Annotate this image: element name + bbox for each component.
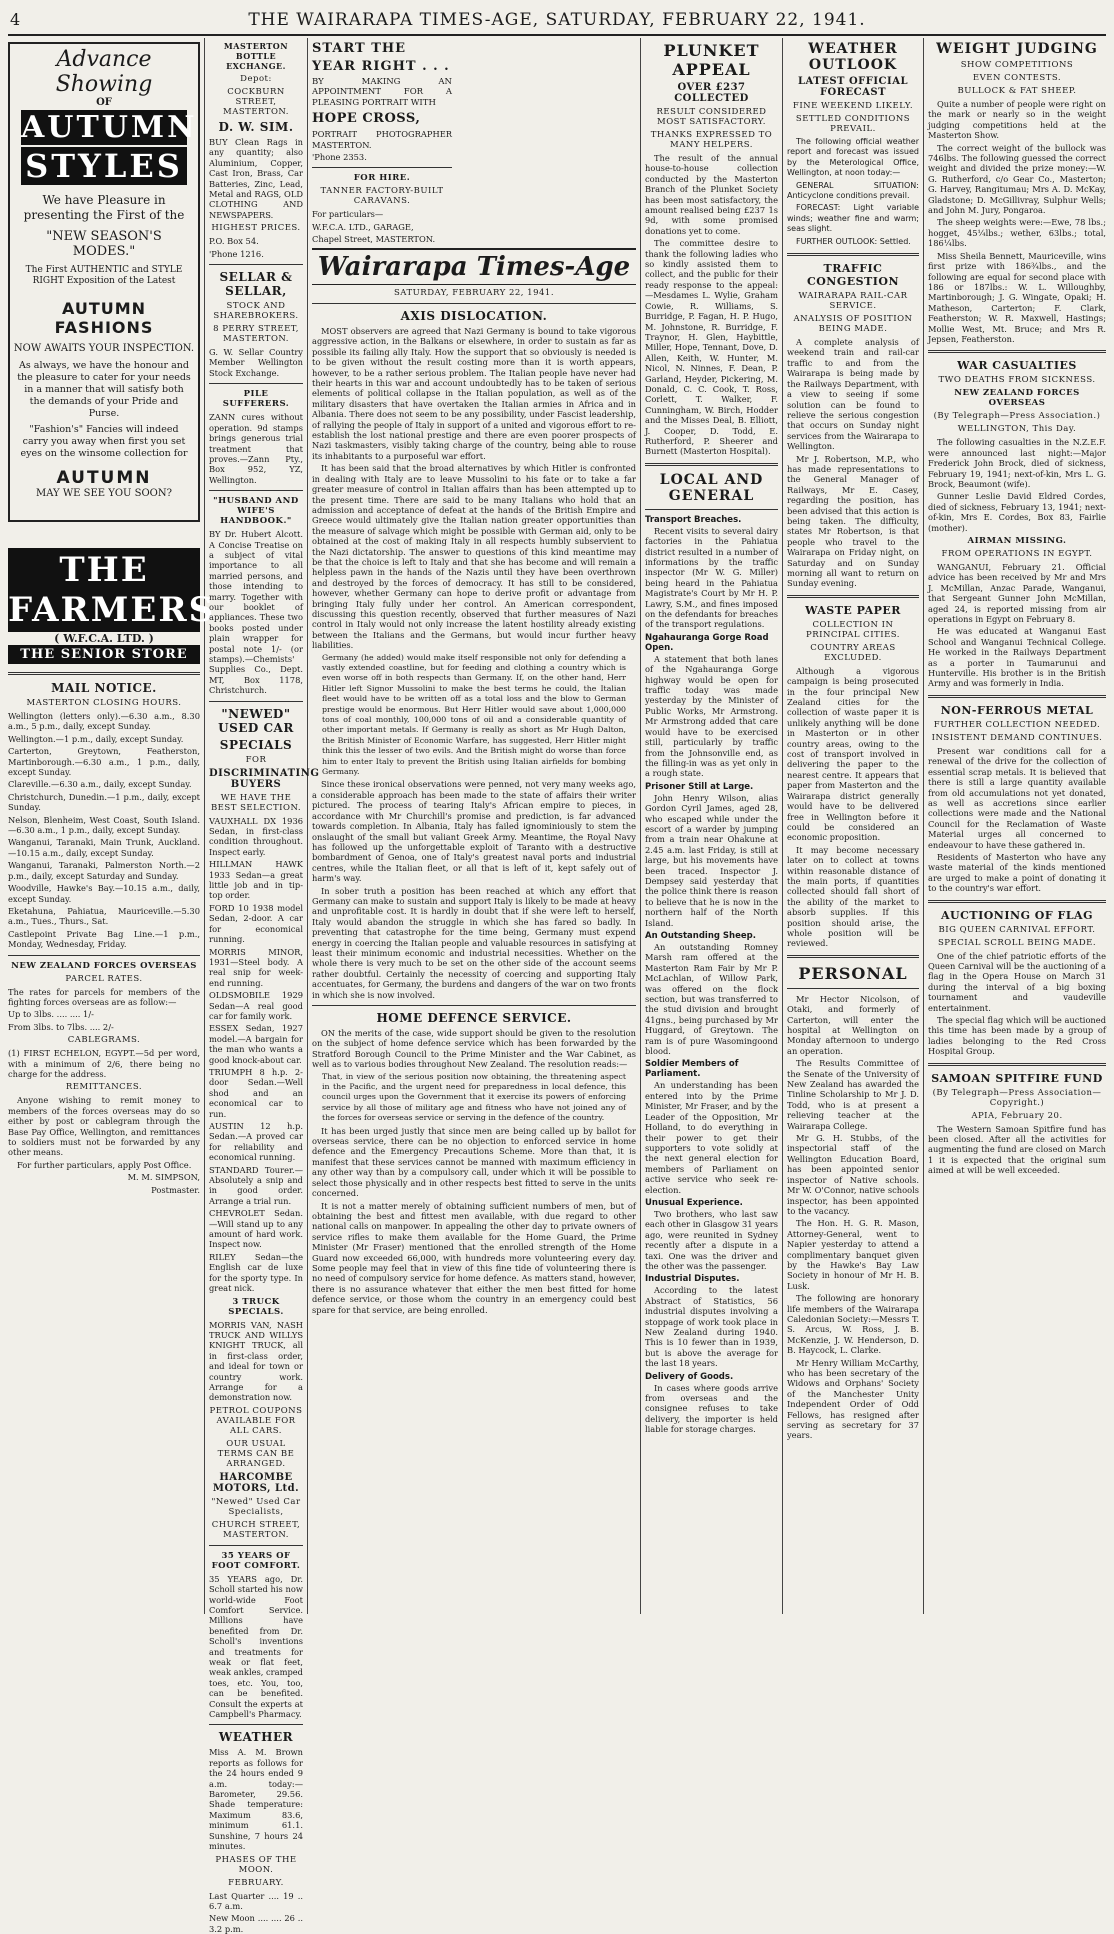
- news-subhead: Ngahauranga Gorge Road Open.: [645, 632, 769, 653]
- weight-paragraph: Quite a number of people were right on the mark or nearly so in the weight judging competitions held at the Masterton Show.: [928, 99, 1106, 141]
- editorial: [312, 248, 636, 1614]
- column-rule: [204, 38, 205, 1614]
- flag-special: SPECIAL SCROLL BEING MADE.: [937, 937, 1097, 948]
- piles-text: ZANN cures without operation. 9d stamps brings generous trial treatment that proves.—Zann Pty., Box 952, YZ, Wellington.: [209, 412, 303, 485]
- metal-title: NON-FERROUS METAL: [940, 703, 1094, 717]
- mail-line: Wanganui, Taranaki, Main Trunk, Auckland.—10.15 a.m., daily, except Sunday.: [8, 837, 200, 858]
- mail-line: Castlepoint Private Bag Line.—1 p.m., Monday, Wednesday, Friday.: [8, 928, 200, 950]
- masthead: Wairarapa Times-Age: [312, 248, 636, 285]
- editorial-paragraph: It has been urged justly that since men are being called up by ballot for overseas service, there can be no objection to enforced service in home defence and the Emergency Precautions Scheme. More than that, it is manifest that these services cannot be manned with maximum efficiency in any other way than by a compulsory call, under which it will be possible to select those physically and in other respects best fitted to serve in the units concerned.: [312, 1125, 636, 1199]
- car-listing: ESSEX Sedan, 1927 model.—A bargain for the man who wants a good knock-about car.: [209, 1023, 303, 1065]
- airman-missing: AIRMAN MISSING.: [967, 536, 1067, 546]
- sellar-type: STOCK AND SHAREBROKERS.: [213, 301, 299, 322]
- car-listing: VAUXHALL DX 1936 Sedan, in first-class condition throughout. Inspect early.: [209, 815, 303, 857]
- mail-line: Eketahuna, Pahiatua, Mauriceville.—5.30 a.m., Tues., Thurs., Sat.: [8, 905, 200, 927]
- bottle-box: P.O. Box 54.: [209, 236, 259, 247]
- flag-title: AUCTIONING OF FLAG: [941, 908, 1093, 922]
- plunket-paragraph: The result of the annual house-to-house collection conducted by the Masterton Branch of the Plunket Society has been most satisfactory, the amount realised being £237 1s 9d, with some promised donations yet to come.: [645, 153, 778, 236]
- weather-settled: SETTLED CONDITIONS PREVAIL.: [795, 114, 911, 134]
- mail-line: Wellington (letters only).—6.30 a.m., 8.30 a.m., 5 p.m., daily, except Sunday.: [8, 711, 200, 732]
- news-paragraph: An understanding has been entered into by the Prime Minister, Mr Fraser, and by the Leader of the Opposition, Mr Holland, to do everything in their power to get their supporters to vote solidly at the next general election for members of Parliament on active service who seek re-election.: [645, 1080, 778, 1195]
- ad-fancies: "Fashion's" Fancies will indeed carry you away when first you set eyes on the winsome collection for: [20, 424, 188, 459]
- metal-further: FURTHER COLLECTION NEEDED.: [933, 719, 1101, 730]
- column-6: [787, 38, 919, 1614]
- weather-title: WEATHER: [218, 1730, 294, 1745]
- ad-autumn-bottom: AUTUMN: [56, 468, 152, 488]
- editorial-paragraph: Since these ironical observations were penned, not very many weeks ago, a considerable approach has been made to the state of affairs their writer pictured. The process of tearing Italy's African empire to pieces, in accordance with Mr Churchill's promise and prediction, is far advanced towards completion. In Albania, Italy has failed ignominiously to stem the onslaught of the small but valiant Greek Army. Meantime, the Royal Navy has followed up the unforgettable exploit of Taranto with a destructive bombardment of Genoa, one of Italy's greatest naval ports and industrial centres, while the Italian fleet, or all that is left of it, kept safely out of harm's way.: [312, 779, 636, 884]
- ad-styles-word: STYLES: [21, 147, 187, 185]
- moon-phases: PHASES OF THE MOON.: [215, 1854, 297, 1875]
- column-1: [8, 38, 216, 1614]
- page-number: 4: [10, 10, 21, 29]
- husband-title: "HUSBAND AND WIFE'S HANDBOOK.": [213, 496, 299, 527]
- news-paragraph: John Henry Wilson, alias Gordon Cyril James, aged 28, who escaped while under the escort of a warder by jumping from a train near Ohakune at 2.45 a.m. last Friday, is still at large, but his movements have been traced. Inspector J. Dempsey said yesterday that the police think there is reason to believe that he is now in the northern half of the North Island.: [645, 792, 778, 928]
- farmers-ad: [8, 548, 216, 664]
- news-paragraph: In cases where goods arrive from overseas and the consignee refuses to take delivery, the importer is held liable for storage charges.: [645, 1382, 778, 1435]
- news-subhead: Transport Breaches.: [645, 514, 742, 525]
- truck-listing: MORRIS VAN, NASH TRUCK AND WILLYS KNIGHT TRUCK, all in first-class order, and ideal for town or country work. Arrange for a demonstration now.: [209, 1319, 303, 1403]
- used-title-2: SPECIALS: [219, 737, 293, 752]
- war-press: (By Telegraph—Press Association.): [933, 411, 1101, 422]
- plunket-title: PLUNKET APPEAL: [663, 41, 760, 79]
- editorial-quote: That, in view of the serious position now obtaining, the threatening aspect in the Pacific, and the urgent need for preparedness in local defence, this council urges upon the Government that it exercise its powers of enforcing service by all those of military age and fitness who have not joined any of the forces for overseas service or serving in the defence of the country.: [322, 1071, 626, 1123]
- column-2: [209, 38, 320, 1934]
- ad-authentic: The First AUTHENTIC and STYLE RIGHT Exposition of the Latest: [25, 265, 183, 286]
- car-listing: AUSTIN 12 h.p. Sedan.—A proved car for reliability and economical running.: [209, 1121, 303, 1163]
- bottle-name: D. W. SIM.: [218, 120, 294, 134]
- waste-title: WASTE PAPER: [805, 603, 901, 617]
- personal-paragraph: Mr Hector Nicolson, of Otaki, and formerly of Carterton, will enter the hospital at Wellington on Monday afternoon to undergo an operation.: [787, 993, 919, 1056]
- weather-outlook-title: WEATHER OUTLOOK: [808, 41, 898, 73]
- column-rule: [782, 38, 783, 1614]
- news-subhead: Industrial Disputes.: [645, 1274, 740, 1285]
- weight-paragraph: Miss Sheila Bennett, Mauriceville, wins first prize with 186¾lbs., and the following are equal for second place with 186 or 187lbs.: W. L. Willoughby, Martinborough; J. G. Wingate, Opaki; H. Matheson, Carterton; F. Clark, Featherston; W. R. Maxwell, Hastings; Mollie West, Mt. Bruce; and Mrs R. Jepsen, Featherston.: [928, 250, 1106, 344]
- sellar-member: G. W. Sellar Country Member Wellington Stock Exchange.: [209, 347, 303, 378]
- editorial-paragraph: It has been said that the broad alternatives by which Hitler is confronted in dealing with Italy are to leave Mussolini to his fate or to take a far greater measure of control in Italian affairs than has been attempted up to the present time. There are said to be many Italians who hold that an admission and acceptance of defeat at the hands of the British Empire and Greece would ultimately give the Italian nation greater opportunities than the measure of salvage which might be possible with German aid, only to be obtained at the cost of making Italy in all respects humbly subservient to the Nazi dictatorship. The answer to questions of this kind meantime may be that the choice is left to Italy and that she has become and will remain a helpless pawn in the hands of the Nazis until they have been overthrown and destroyed by the forces of democracy. It has still to be considered, however, whether Germany can hope to derive profit or advantage from bringing Italy fully under her control. An American correspondent, discussing this question recently, observed that further measures of Nazi control in Italy would not only increase the latent hostility already existing between the Italians and the Germans, but would incur further heavy liabilities.: [312, 463, 636, 651]
- hire-wfca: W.F.C.A. LTD., GARAGE,: [312, 221, 414, 232]
- mail-subtitle: MASTERTON CLOSING HOURS.: [26, 698, 182, 708]
- ad-of: OF: [96, 97, 112, 108]
- spitfire-dateline: APIA, February 20.: [971, 1110, 1063, 1121]
- hire-parts: For particulars—: [312, 209, 384, 220]
- metal-paragraph: Present war conditions call for a renewal of the drive for the collection of essential scrap metals. It is believed that there is still a large quantity available from old accumulations not yet donated, as well as accretions since earlier collections were made and the National Council for the Reclamation of Waste Material urges all concerned to endeavour to have these gathered in.: [928, 745, 1106, 850]
- farmers-wfca: ( W.F.C.A. LTD. ): [54, 632, 154, 645]
- ad-autumn-word: AUTUMN: [21, 110, 198, 145]
- bottle-depot: Depot:: [240, 74, 272, 84]
- column-rule: [307, 38, 308, 1614]
- weight-even: EVEN CONTESTS.: [972, 73, 1062, 83]
- traffic-paragraph: A complete analysis of weekend train and rail-car traffic to and from the Wairarapa is being made by the Railways Department, with a view to seeing if some solution can be found to relieve the serious congestion that occurs on Sunday night services from the Wairarapa to Wellington.: [787, 337, 919, 452]
- car-listing: MORRIS MINOR, 1931—Steel body. A real snip for week-end running.: [209, 946, 303, 988]
- ad-script-heading: Advance Showing: [55, 47, 153, 97]
- page-header: [8, 8, 1106, 36]
- column-rule: [640, 38, 641, 1614]
- husband-text: BY Dr. Hubert Alcott. A Concise Treatise on a subject of vital importance to all married persons, and those intending to marry. Together with our booklet of appliances. These two books posted under plain wrapper for postal note 1/- (or stamps).—Chemists' Supplies Co., Dept. MT, Box 1178, Christchurch.: [209, 529, 303, 696]
- ad-fashions-1: AUTUMN: [61, 299, 147, 318]
- editorial-paragraph: ON the merits of the case, wide support should be given to the resolution on the subject of home defence service which has been forwarded by the Stratford Borough Council to the Prime Minister and the War Cabinet, as well as to various bodies throughout New Zealand. The resolution reads:—: [312, 1028, 636, 1070]
- weather-latest: LATEST OFFICIAL FORECAST: [798, 76, 908, 98]
- hope-desc: PORTRAIT PHOTOGRAPHER MASTERTON.: [312, 129, 452, 150]
- start-title-1: START THE: [312, 41, 407, 56]
- ad-fashions-2: FASHIONS: [54, 318, 154, 337]
- waste-paragraph: Although a vigorous campaign is being prosecuted in the four principal New Zealand cities for the collection of waste paper it is unlikely anything will be done in Masterton or in other country areas, owing to the cost of transport involved in delivering the paper to the nearest centre. It appears that paper from Masterton and the Wairarapa district generally would have to be delivered free in Wellington before it could be considered an economic proposition.: [787, 665, 919, 843]
- usual-terms: OUR USUAL TERMS CAN BE ARRANGED.: [217, 1438, 295, 1469]
- postmaster-name: M. M. SIMPSON,: [127, 1172, 200, 1183]
- sellar-address: 8 PERRY STREET, MASTERTON.: [213, 324, 299, 345]
- car-listing: CHEVROLET Sedan.—Will stand up to any amount of hard work. Inspect now.: [209, 1208, 303, 1250]
- foot-title: 35 YEARS OF FOOT COMFORT.: [211, 1550, 301, 1571]
- weather-general: GENERAL SITUATION: Anticyclone conditions prevail.: [787, 180, 919, 201]
- sellar-name: SELLAR & SELLAR,: [219, 270, 293, 299]
- autumn-showing-ad: [8, 42, 200, 522]
- postmaster-title: Postmaster.: [151, 1184, 200, 1195]
- hire-title: FOR HIRE.: [353, 173, 411, 184]
- war-paragraph: The following casualties in the N.Z.E.F. were announced last night:—Major Frederick John Brock, died of sickness, February 19, 1941; next-of-kin, Mrs L. G. Brock, Beaumont (wife).: [928, 437, 1106, 489]
- ad-may: MAY WE SEE YOU SOON?: [36, 488, 172, 499]
- forces-title: NEW ZEALAND FORCES OVERSEAS: [11, 960, 197, 971]
- plunket-paragraph: The committee desire to thank the following ladies who so kindly assisted them to collect, and the public for their ready response to the appeal:—Mesdames L. Wylie, Graham Cowie, R. Williams, S. Burridge, P. Fagan, H. P. Hugo, M. Johnstone, R. Burridge, F. Traynor, H. Glen, Haybittle, Miller, Hope, Tennant, Dove, D. Allen, Keith, W. Hunter, M. Nicol, N. Ninnes, F. Dean, P. Garland, Heyder, Pickering, M. Donald, C. C. Cook, T. Ross, Corlett, T. Walker, F. Cunningham, W. Birch, Hodder and the Misses Deal, B. Elliott, J. Cooper, D. Todd, E. Rutherford, P. Sheerer and Burnett (Masterton Hospital).: [645, 238, 778, 457]
- harcombe-name: HARCOMBE MOTORS, Ltd.: [212, 1471, 300, 1494]
- mail-line: Christchurch, Dunedin.—1 p.m., daily, except Sunday.: [8, 791, 200, 813]
- moon-line: Last Quarter .... 19 .. 6.7 a.m.: [209, 1890, 303, 1911]
- waste-collection: COLLECTION IN PRINCIPAL CITIES.: [805, 619, 900, 640]
- weather-issued: The following official weather report and forecast was issued by the Meterological Office, Wellington, at noon today:—: [787, 137, 919, 178]
- mail-line: Nelson, Blenheim, West Coast, South Island.—6.30 a.m., 1 p.m., daily, except Sunday.: [8, 814, 200, 836]
- column-rule: [923, 38, 924, 1614]
- ad-awaits: NOW AWAITS YOUR INSPECTION.: [13, 343, 195, 354]
- mail-notice-title: MAIL NOTICE.: [51, 681, 157, 695]
- editorial-paragraph: MOST observers are agreed that Nazi Germany is bound to take vigorous aggressive action, in the Balkans or elsewhere, in order to sustain as far as possible its failing ally Italy. How the support that so obviously is needed is to be given without the result costing more than it is worth appears, however, to be a rather serious problem. The Italian people have never had their hearts in this war and account undoubtedly has to be taken of serious elements of political collapse in the Italian population, as well as of the military disasters that have overtaken the Italian armies in Africa and in Albania. There does not seem to be any possibility, under Fascist leadership, of rallying the people of Italy in support of a united and vigorous effort to re-establish the lost national prestige and there are even poorer prospects of Nazi taskmasters, visibly taking charge of the country, being able to rouse its inhabitants to a purposeful war effort.: [312, 326, 636, 461]
- harcombe-tag: "Newed" Used Car Specialists,: [211, 1496, 301, 1517]
- bottle-phone: 'Phone 1216.: [209, 248, 264, 259]
- war-nzf: NEW ZEALAND FORCES OVERSEAS: [954, 388, 1080, 409]
- parcel-rates: PARCEL RATES.: [65, 973, 143, 984]
- news-subhead: Prisoner Still at Large.: [645, 781, 754, 792]
- dateline: SATURDAY, FEBRUARY 22, 1941.: [393, 288, 555, 298]
- used-disc: DISCRIMINATING BUYERS: [209, 767, 320, 790]
- news-subhead: Delivery of Goods.: [645, 1371, 734, 1382]
- editorial-quote: Germany (he added) would make itself responsible not only for defending a vastly extended coastline, but for feeding and clothing a country which is even worse off in both respects than Germany. If, on the other hand, Herr Hitler left Signor Mussolini to make the best terms he could, the Italian fleet would have to be written off as a total loss and the blow to German prestige would be enormous. But Herr Hitler would save about 1,000,000 tons of coal monthly, 100,000 tons of oil and a considerable quantity of other important metals. If Germany is really as short as Mr Hugh Dalton, the British Minister of Economic Warfare, has suggested, Herr Hitler might think this the lesser of two evils. And the British might do worse than force him to enter Italy to prevent the British using Italian airfields for bombing Germany.: [322, 652, 626, 777]
- flag-big: BIG QUEEN CARNIVAL EFFORT.: [938, 924, 1096, 935]
- column-5: [645, 38, 778, 1614]
- start-text: BY MAKING AN APPOINTMENT FOR A PLEASING PORTRAIT WITH: [312, 77, 452, 108]
- traffic-analysis: ANALYSIS OF POSITION BEING MADE.: [793, 314, 913, 335]
- editorial-title: AXIS DISLOCATION.: [400, 309, 548, 323]
- weight-paragraph: The correct weight of the bullock was 746lbs. The following guessed the correct weight and divided the prize money:—W. G. Rutherford, c/o Gear Co., Masterton; G. Harvey, Rangitumau; Mrs A. D. McKay, Gladstone; D. McGillivray, Sulphur Wells; and John M. Jury, Pongaroa.: [928, 142, 1106, 216]
- personal-paragraph: Mr G. H. Stubbs, of the inspectorial staff of the Wellington Education Board, has been appointed senior inspector of Native schools. Mr W. O'Connor, native schools inspector, has been appointed to the vacancy.: [787, 1133, 919, 1216]
- metal-paragraph: Residents of Masterton who have any waste material of the kinds mentioned are urged to make a point of donating it to the country's war effort.: [928, 851, 1106, 894]
- news-paragraph: Recent visits to several dairy factories in the Pahiatua district resulted in a number of informations by the traffic inspector (Mr W. G. Miller) being heard in the Pahiatua Magistrate's Court by Mr H. P. Lawry, S.M., and fines imposed on the defendants for breaches of the transport regulations.: [645, 525, 778, 630]
- plunket-over: OVER £237 COLLECTED: [674, 82, 749, 104]
- used-title-1: "NEWED" USED CAR: [218, 706, 294, 735]
- personal-paragraph: The following are honorary life members of the Wairarapa Caledonian Society:—Messrs T. S. Arcus, W. Ross, J. B. McKenzie, J. W. Henderson, D. B. Haycock, L. Clarke.: [787, 1293, 919, 1356]
- moon-month: FEBRUARY.: [228, 1877, 284, 1888]
- war-two-deaths: TWO DEATHS FROM SICKNESS.: [938, 375, 1096, 386]
- war-casualties-title: WAR CASUALTIES: [957, 359, 1077, 373]
- spitfire-press: (By Telegraph—Press Association—Copyright.): [932, 1087, 1102, 1108]
- rate-line: Up to 3lbs. .... .... 1/-: [8, 1009, 94, 1020]
- rates-text: The rates for parcels for members of the fighting forces overseas are as follow:—: [8, 986, 200, 1007]
- rate-line: From 3lbs. to 7lbs. .... 2/-: [8, 1021, 114, 1032]
- ad-pleasure: We have Pleasure in presenting the First of the: [23, 193, 185, 222]
- ad-modes: "NEW SEASON'S MODES.": [46, 229, 162, 259]
- flag-paragraph: The special flag which will be auctioned this time has been made by a group of ladies belonging to the Red Cross Hospital Group.: [928, 1015, 1106, 1057]
- war-paragraph: Gunner Leslie David Eldred Cordes, died of sickness, February 13, 1941; next-of-kin, Mrs E. Cordes, Box 83, Fairlie (mother).: [928, 491, 1106, 533]
- traffic-title: TRAFFIC CONGESTION: [806, 262, 900, 289]
- weight-show: SHOW COMPETITIONS: [960, 60, 1074, 70]
- petrol-coupons: PETROL COUPONS AVAILABLE FOR ALL CARS.: [209, 1405, 303, 1436]
- moon-line: New Moon .... .... 26 .. 3.2 p.m.: [209, 1913, 303, 1934]
- farmers-senior: THE SENIOR STORE: [8, 645, 200, 664]
- plunket-thanks: THANKS EXPRESSED TO MANY HELPERS.: [650, 130, 773, 150]
- personal-paragraph: Mr Henry William McCarthy, who has been secretary of the Widows and Orphans' Society of the Manchester Unity Independent Order of Odd Fellows, has resigned after serving as secretary for 37 years.: [787, 1357, 919, 1441]
- news-subhead: Soldier Members of Parliament.: [645, 1059, 739, 1080]
- news-paragraph: A statement that both lanes of the Ngahauranga Gorge highway would be open for traffic today was made yesterday by the Minister of Public Works, Mr Armstrong. Mr Armstrong added that care would have to be exercised still, particularly by traffic from the Johnsonville end, as the filling-in was as yet only in a rough state.: [645, 653, 778, 779]
- weather-further: FURTHER OUTLOOK: Settled.: [796, 236, 911, 246]
- news-subhead: Unusual Experience.: [645, 1197, 743, 1208]
- editorial-paragraph: It is not a matter merely of obtaining sufficient numbers of men, but of obtaining the best and fittest men available, with due regard to other national calls on manpower. In appealing the other day to private owners of service rifles to make them available for the Home Guard, the Prime Minister (Mr Fraser) mentioned that the enrolled strength of the Home Guard now exceeded 66,000, with hundreds more volunteering every day. Some people may feel that in view of this fine tide of volunteering there is no need of compulsory service for home defence. As matters stand, however, there is no assurance whatever that either the men best fitted for home defence service, or those whom the country in an emergency could best spare for that service, are being enrolled.: [312, 1200, 636, 1315]
- flag-paragraph: One of the chief patriotic efforts of the Queen Carnival will be the auctioning of a flag in the Opera House on March 31 during the interval of a big boxing tournament and vaudeville entertainment.: [928, 950, 1106, 1013]
- newspaper-title: THE WAIRARAPA TIMES-AGE, SATURDAY, FEBRUARY 22, 1941.: [248, 10, 866, 30]
- airman-ops: FROM OPERATIONS IN EGYPT.: [941, 549, 1093, 559]
- bottle-title: MASTERTON BOTTLE EXCHANGE.: [223, 41, 289, 71]
- mail-line: Woodville, Hawke's Bay.—10.15 a.m., daily, except Sunday.: [8, 883, 200, 904]
- news-paragraph: An outstanding Romney Marsh ram offered at the Masterton Ram Fair by Mr P. McLachlan, of Willow Park, was offered on the flock section, but was transferred to the stud division and brought 41gns., being purchased by Mr Huggard, of Greytown. The ram is of pure Wasomingoond blood.: [645, 942, 778, 1057]
- car-listing: STANDARD Tourer.—Absolutely a snip and in good order. Arrange a trial run.: [209, 1164, 303, 1206]
- hire-caravans: TANNER FACTORY-BUILT CARAVANS.: [320, 186, 444, 207]
- local-general-title: LOCAL AND GENERAL: [659, 471, 764, 504]
- news-paragraph: Two brothers, who last saw each other in Glasgow 31 years ago, were reunited in Sydney recently after a dispute in a taxi. One was the driver and the other was the passenger.: [645, 1208, 778, 1271]
- personal-paragraph: The Results Committee of the Senate of the University of New Zealand has awarded the Tinline Scholarship to Mr J. D. Todd, who is at present a relieving teacher at the Wairarapa College.: [787, 1058, 919, 1131]
- weight-bullock: BULLOCK & FAT SHEEP.: [957, 86, 1077, 96]
- weight-paragraph: The sheep weights were:—Ewe, 78 lbs.; hogget, 45¼lbs.; wether, 63lbs.; total, 186¼lbs.: [928, 217, 1106, 249]
- car-listing: RILEY Sedan—the English car de luxe for the sporty type. In great nick.: [209, 1251, 303, 1294]
- news-subhead: An Outstanding Sheep.: [645, 931, 756, 941]
- bottle-text: BUY Clean Rags in any quantity; also Aluminium, Copper, Cast Iron, Brass, Car Batteries, Zinc, Lead, Metal and RAGS, OLD CLOTHING AND NEWSPAPERS.: [209, 137, 303, 220]
- hire-address: Chapel Street, MASTERTON.: [312, 234, 436, 245]
- car-listing: OLDSMOBILE 1929 Sedan—A real good car for family work.: [209, 990, 303, 1021]
- traffic-rail: WAIRARAPA RAIL-CAR SERVICE.: [798, 291, 908, 312]
- mail-line: Clareville.—6.30 a.m., daily, except Sunday.: [8, 779, 192, 790]
- foot-text: 35 YEARS ago, Dr. Scholl started his now world-wide Foot Comfort Service. Millions have benefited from Dr. Scholl's inventions and treatments for weak or flat feet, weak ankles, cramped toes, etc. You, too, can be benefited. Consult the experts at Campbell's Pharmacy.: [209, 1573, 303, 1720]
- personal-title: PERSONAL: [798, 963, 908, 983]
- remittances: REMITTANCES.: [65, 1082, 143, 1093]
- truck-specials: 3 TRUCK SPECIALS.: [228, 1296, 284, 1317]
- war-paragraph: He was educated at Wanganui East School and Wanganui Technical College. He worked in the Railways Department as a porter in Taumarunui and Hunterville. His brother is in the British Army and was formerly in India.: [928, 626, 1106, 689]
- bottle-address: COCKBURN STREET, MASTERTON.: [222, 87, 290, 117]
- used-for: FOR: [245, 754, 267, 765]
- weather-forecast: FORECAST: Light variable winds; weather fine and warm; seas slight.: [787, 203, 919, 234]
- weather-text: Miss A. M. Brown reports as follows for the 24 hours ended 9 a.m. today:—Barometer, 29.56. Shade temperature: Maximum 83.6, minimum 61.1. Sunshine, 7 hours 24 minutes.: [209, 1747, 303, 1852]
- editorial-paragraph: In sober truth a position has been reached at which any effort that Germany can make to sustain and support Italy is likely to be made at heavy and unprofitable cost. It is hardly in doubt that if she were left to herself, Italy would abandon the struggle in which she has fared so badly. In preventing that catastrophe for the time being, Germany must expend energy in coercing the Italian people and valuable resources in satisfying at least their minimum economic and industrial necessities. Whether on the whole there is very much to be set on the other side of the account seems rather doubtful. Certainly the necessity of coercing and supporting Italy accentuates, for Germany, the burdens and dangers of the war on two fronts in which she is now involved.: [312, 885, 636, 1000]
- harcombe-address: CHURCH STREET, MASTERTON.: [211, 1519, 301, 1540]
- bottle-prices: HIGHEST PRICES.: [211, 223, 301, 234]
- traffic-paragraph: Mr J. Robertson, M.P., who has made representations to the General Manager of Railways, Mr E. Casey, regarding the position, has been advised that this action is being taken. The difficulty, states Mr Robertson, is that people who travel to the Wairarapa on Friday night, on Saturday and on Sunday morning all want to return on Sunday evening.: [787, 453, 919, 589]
- hope-cross: HOPE CROSS,: [312, 111, 421, 127]
- mail-line: Wanganui, Taranaki, Palmerston North.—2 p.m., daily, except Saturday and Sunday.: [8, 860, 200, 881]
- war-paragraph: WANGANUI, February 21. Official advice has been received by Mr and Mrs J. McMillan, Anzac Parade, Wanganui, that Sergeant Gunner John McMillan, aged 24, is reported missing from air operations in Egypt on February 8.: [928, 562, 1106, 625]
- hope-phone: 'Phone 2353.: [312, 152, 367, 163]
- weight-judging-title: WEIGHT JUDGING: [936, 41, 1098, 57]
- ad-always: As always, we have the honour and the pleasure to cater for your needs in a manner that will satisfy both the demands of your Pride and Purse.: [17, 360, 191, 419]
- further-text: For further particulars, apply Post Office.: [17, 1159, 192, 1170]
- waste-country: COUNTRY AREAS EXCLUDED.: [810, 642, 896, 663]
- war-dateline: WELLINGTON, This Day.: [957, 424, 1077, 435]
- farmers-name: THE FARMERS: [8, 550, 216, 630]
- home-defence-title: HOME DEFENCE SERVICE.: [376, 1011, 572, 1025]
- waste-paragraph: It may become necessary later on to collect at towns within reasonable distance of the main ports, if quantities collected should fall short of the ability of the market to absorb supplies. If this position should arise, the whole position will be reviewed.: [787, 844, 919, 949]
- plunket-result: RESULT CONSIDERED MOST SATISFACTORY.: [656, 107, 767, 127]
- mail-line: Carterton, Greytown, Featherston, Martinborough.—6.30 a.m., 1 p.m., daily, except Sunday.: [8, 746, 200, 778]
- weather-fine: FINE WEEKEND LIKELY.: [792, 101, 914, 111]
- piles-title: PILE SUFFERERS.: [222, 389, 290, 410]
- remit-text: Anyone wishing to remit money to members of the forces overseas may do so either by post or cablegram through the Base Pay Office, Wellington, and remittances to soldiers must not be forwarded by any other means.: [8, 1095, 200, 1158]
- mail-line: Wellington.—1 p.m., daily, except Sunday.: [8, 733, 184, 744]
- column-3-ads: [312, 38, 452, 278]
- metal-insistent: INSISTENT DEMAND CONTINUES.: [931, 732, 1103, 743]
- news-paragraph: According to the latest Abstract of Statistics, 56 industrial disputes involving a stoppage of work took place in New Zealand during 1940. This is 10 fewer than in 1939, but is above the average for the last 18 years.: [645, 1285, 778, 1369]
- car-listing: TRIUMPH 8 h.p. 2-door Sedan.—Well shod and an economical car to run.: [209, 1066, 303, 1119]
- personal-paragraph: The Hon. H. G. R. Mason, Attorney-General, went to Napier yesterday to attend a complimentary banquet given by the Hawke's Bay Law Society in honour of Mr H. B. Lusk.: [787, 1218, 919, 1291]
- car-listing: HILLMAN HAWK 1933 Sedan—a great little job and in tip-top order.: [209, 859, 303, 901]
- spitfire-title: SAMOAN SPITFIRE FUND: [931, 1071, 1103, 1085]
- used-have: WE HAVE THE BEST SELECTION.: [210, 792, 302, 813]
- car-listing: FORD 10 1938 model Sedan, 2-door. A car for economical running.: [209, 902, 303, 945]
- column-7: [928, 38, 1106, 1614]
- cable-line: (1) FIRST ECHELON, EGYPT.—5d per word, with a minimum of 2/6, there being no charge for the address.: [8, 1048, 200, 1079]
- start-title-2: YEAR RIGHT . . .: [312, 59, 450, 74]
- cablegrams: CABLEGRAMS.: [67, 1035, 141, 1046]
- spitfire-paragraph: The Western Samoan Spitfire fund has been closed. After all the activities for augmenting the fund are closed on March 1 it is expected that the original sum aimed at will be well exceeded.: [928, 1123, 1106, 1176]
